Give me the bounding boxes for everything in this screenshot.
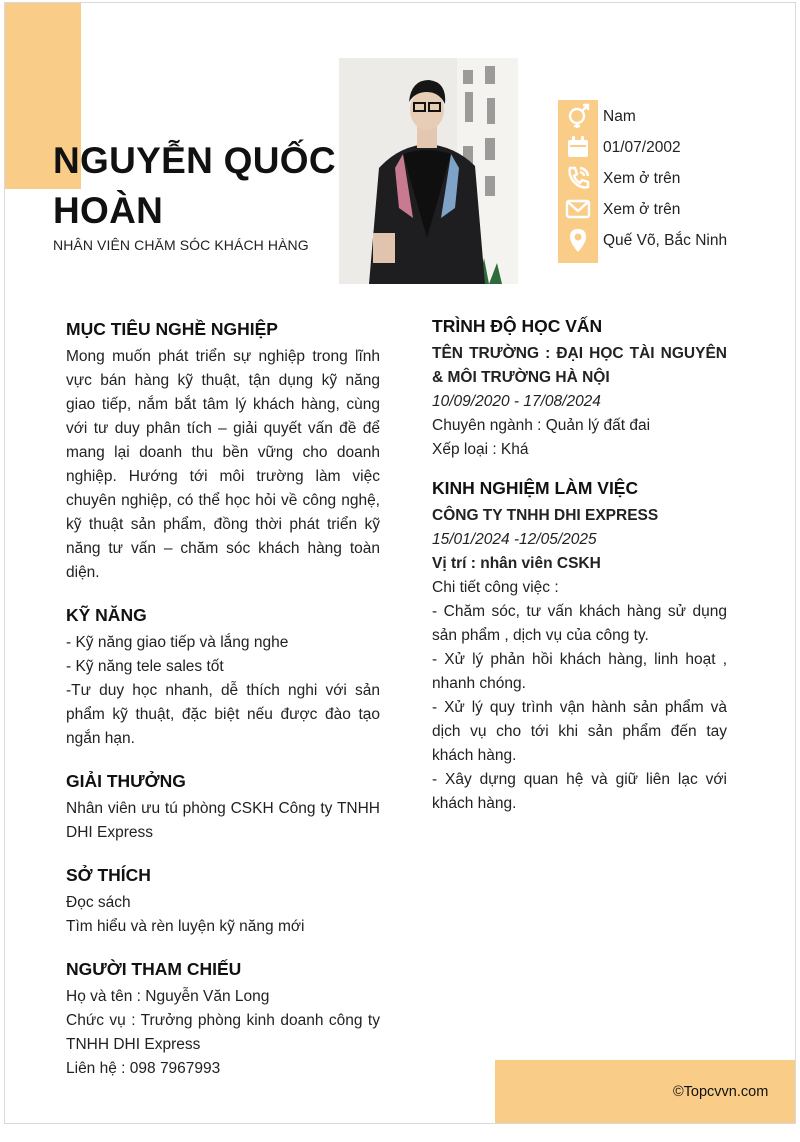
- school-name: TÊN TRƯỜNG : ĐẠI HỌC TÀI NGUYÊN & MÔI TRƯỜNG HÀ NỘI: [432, 345, 727, 386]
- reference-position: Chức vụ : Trưởng phòng kinh doanh công ty TNHH DHI Express: [66, 1012, 380, 1053]
- phone-icon: [564, 165, 592, 191]
- experience-detail: - Xây dựng quan hệ và giữ liên lạc với khách hàng.: [432, 771, 727, 812]
- skills-section: [66, 603, 380, 751]
- reference-contact: Liên hệ : 098 7967993: [66, 1060, 221, 1077]
- experience-period: 15/01/2024 -12/05/2025: [432, 531, 597, 548]
- education-period: 10/09/2020 - 17/08/2024: [432, 393, 601, 410]
- contact-phone: Xem ở trên: [603, 170, 681, 187]
- education-grade: Xếp loại : Khá: [432, 441, 529, 458]
- experience-section: [432, 476, 727, 816]
- awards-section: [66, 769, 380, 845]
- experience-details-label: Chi tiết công việc :: [432, 579, 559, 596]
- left-column: [66, 317, 380, 1081]
- hobbies-title: SỞ THÍCH: [66, 865, 151, 885]
- right-column: [432, 314, 727, 816]
- contact-address: Quế Võ, Bắc Ninh: [603, 232, 728, 249]
- gender-icon: [564, 103, 592, 129]
- experience-position: Vị trí : nhân viên CSKH: [432, 555, 601, 572]
- career-goal-text: Mong muốn phát triển sự nghiệp trong lĩnh vực bán hàng kỹ thuật, tận dụng kỹ năng giao tiếp, nắm bắt tâm lý khách hàng, cùng với tư duy phân tích – giải quyết vấn đề để mang lại doanh thu bền vững cho doanh nghiệp. Hướng tới môi trường làm việc chuyên nghiệp, có thể học hỏi về công nghệ, kỹ thuật sản phẩm, đồng thời phát triển kỹ năng tư vấn – chăm sóc khách hàng toàn diện.: [66, 348, 380, 581]
- education-title: TRÌNH ĐỘ HỌC VẤN: [432, 316, 603, 336]
- job-title: NHÂN VIÊN CHĂM SÓC KHÁCH HÀNG: [53, 237, 309, 253]
- contact-gender: Nam: [603, 108, 636, 125]
- career-goal-title: MỤC TIÊU NGHỀ NGHIỆP: [66, 319, 278, 339]
- award-text: Nhân viên ưu tú phòng CSKH Công ty TNHH DHI Express: [66, 800, 380, 841]
- hobby-item: Tìm hiểu và rèn luyện kỹ năng mới: [66, 918, 305, 935]
- profile-photo: [339, 58, 518, 284]
- hobbies-section: [66, 863, 380, 939]
- calendar-icon: [564, 134, 592, 160]
- cv-page: [4, 2, 796, 1124]
- experience-title: KINH NGHIỆM LÀM VIỆC: [432, 478, 639, 498]
- contact-birthdate: 01/07/2002: [603, 139, 681, 156]
- experience-detail: - Chăm sóc, tư vấn khách hàng sử dụng sản phẩm , dịch vụ của công ty.: [432, 603, 727, 644]
- skills-title: KỸ NĂNG: [66, 605, 147, 625]
- experience-detail: - Xử lý phản hồi khách hàng, linh hoạt , nhanh chóng.: [432, 651, 727, 692]
- hobby-item: Đọc sách: [66, 894, 131, 911]
- copyright-text: ©Topcvvn.com: [673, 1084, 769, 1100]
- education-major: Chuyên ngành : Quản lý đất đai: [432, 417, 651, 434]
- company-name: CÔNG TY TNHH DHI EXPRESS: [432, 507, 659, 524]
- references-section: [66, 957, 380, 1081]
- education-section: [432, 314, 727, 462]
- skill-item: -Tư duy học nhanh, dễ thích nghi với sản phẩm kỹ thuật, đặc biệt nếu được đào tạo ngắn hạn.: [66, 682, 380, 747]
- candidate-name: [53, 136, 343, 236]
- references-title: NGƯỜI THAM CHIẾU: [66, 959, 242, 979]
- email-icon: [564, 196, 592, 222]
- contact-email: Xem ở trên: [603, 201, 681, 218]
- awards-title: GIẢI THƯỞNG: [66, 771, 186, 791]
- reference-name: Họ và tên : Nguyễn Văn Long: [66, 988, 270, 1005]
- name-line-1: NGUYỄN QUỐC: [53, 140, 336, 181]
- name-line-2: HOÀN: [53, 190, 164, 231]
- location-pin-icon: [564, 227, 592, 253]
- skill-item: - Kỹ năng tele sales tốt: [66, 658, 224, 675]
- skill-item: - Kỹ năng giao tiếp và lắng nghe: [66, 634, 289, 651]
- career-goal-section: [66, 317, 380, 585]
- experience-detail: - Xử lý quy trình vận hành sản phẩm và dịch vụ cho tới khi sản phẩm đến tay khách hàng.: [432, 699, 727, 764]
